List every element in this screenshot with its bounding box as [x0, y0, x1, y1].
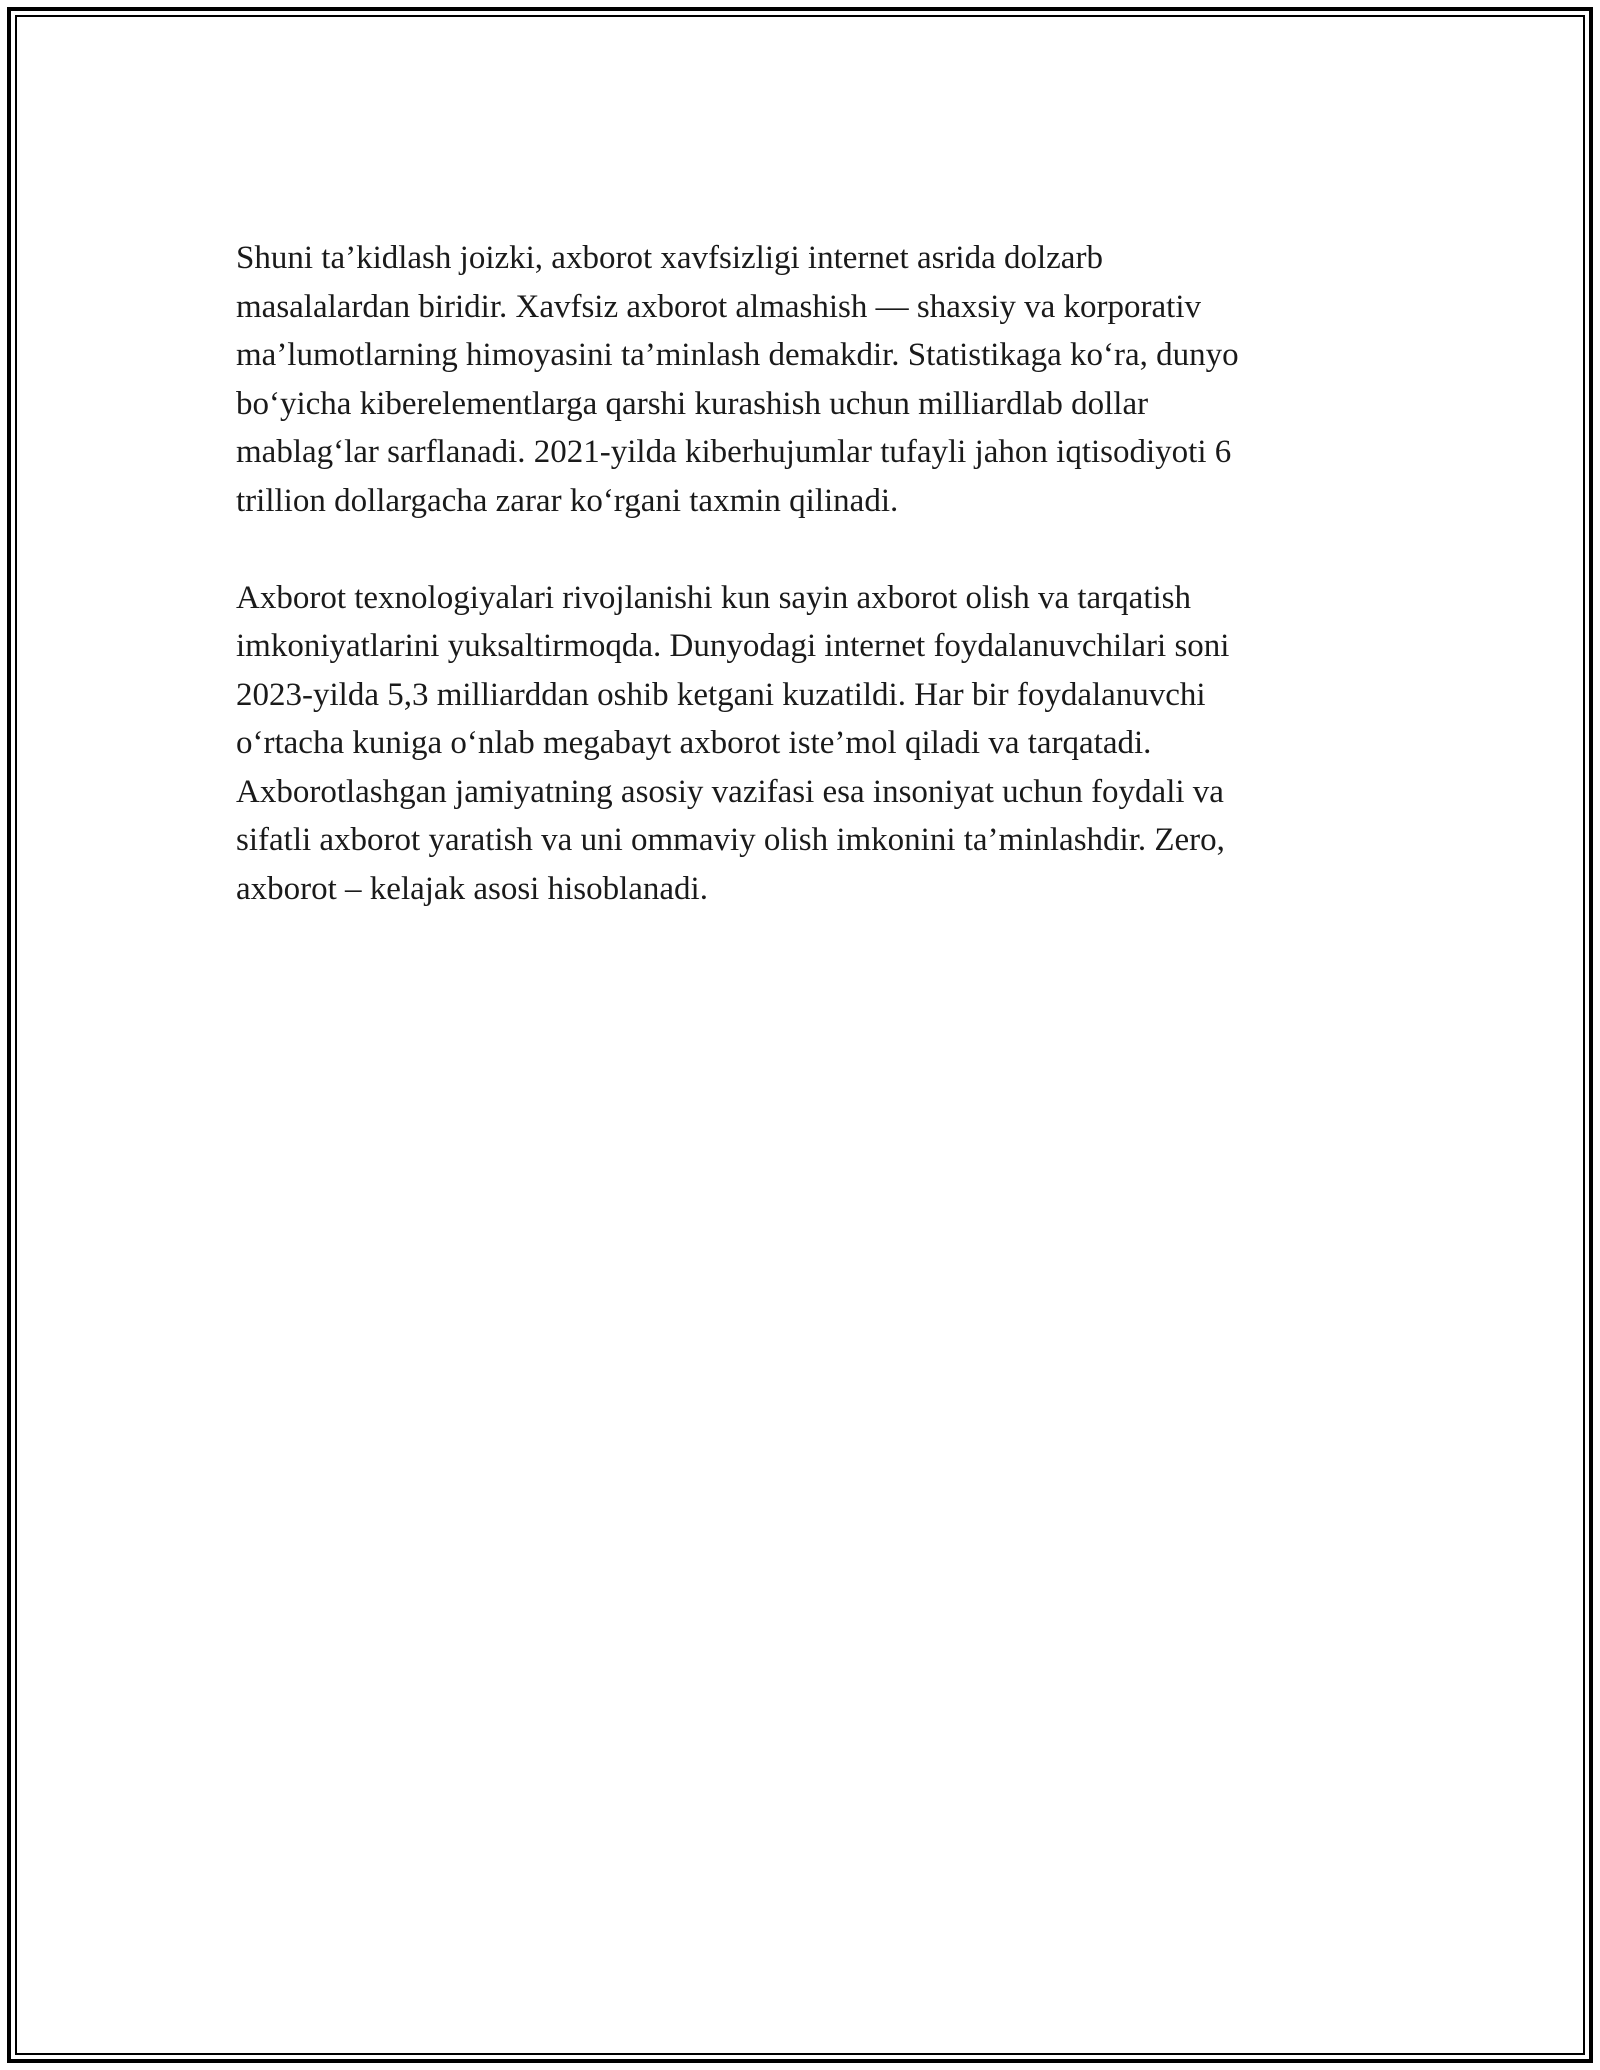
paragraph-line: imkoniyatlarini yuksaltirmoqda. Dunyodagi internet foydalanuvchilari soni	[236, 628, 1230, 664]
paragraph-line: Shuni ta’kidlash joizki, axborot xavfsizligi internet asrida dolzarb	[236, 240, 1103, 276]
paragraph-line: sifatli axborot yaratish va uni ommaviy olish imkonini ta’minlashdir. Zero,	[236, 822, 1225, 858]
paragraph-line: o‘rtacha kuniga o‘nlab megabayt axborot iste’mol qiladi va tarqatadi.	[236, 725, 1152, 761]
paragraph-line: bo‘yicha kiberelementlarga qarshi kurashish uchun milliardlab dollar	[236, 385, 1149, 422]
paragraph-line: Axborot texnologiyalari rivojlanishi kun sayin axborot olish va tarqatish	[236, 579, 1192, 616]
paragraph-2	[236, 574, 1396, 914]
paragraph-line: Axborotlashgan jamiyatning asosiy vazifasi esa insoniyat uchun foydali va	[236, 773, 1224, 810]
paragraph-line: mablag‘lar sarflanadi. 2021-yilda kiberhujumlar tufayli jahon iqtisodiyoti 6	[236, 434, 1232, 470]
paragraph-line: masalalardan biridir. Xavfsiz axborot almashish — shaxsiy va korporativ	[236, 288, 1202, 325]
paragraph-line: axborot – kelajak asosi hisoblanadi.	[236, 870, 708, 907]
paragraph-line: 2023-yilda 5,3 milliarddan oshib ketgani kuzatildi. Har bir foydalanuvchi	[236, 676, 1206, 713]
paragraph-1	[236, 234, 1396, 525]
document-body	[236, 234, 1396, 913]
paragraph-line: trillion dollargacha zarar ko‘rgani taxmin qilinadi.	[236, 482, 899, 519]
paragraph-line: ma’lumotlarning himoyasini ta’minlash demakdir. Statistikaga ko‘ra, dunyo	[236, 337, 1239, 373]
